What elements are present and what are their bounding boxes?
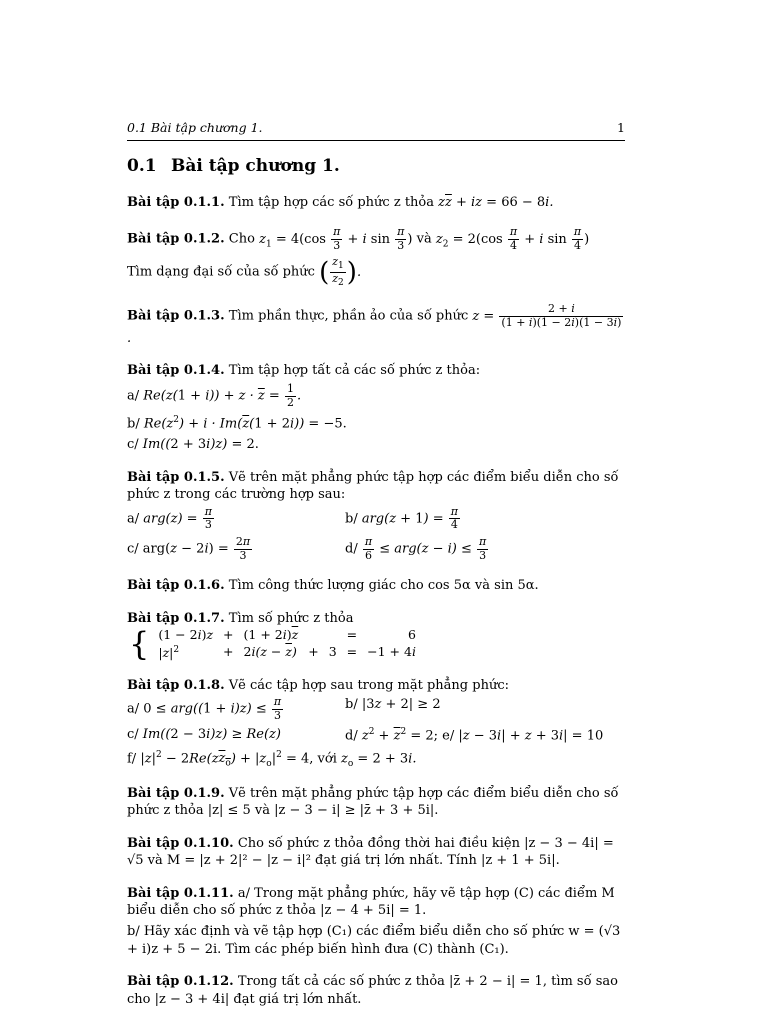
exercise-text: Vẽ trên mặt phẳng phức tập hợp các điểm biểu diễn cho số phức z trong các trường hợp sau:	[127, 469, 619, 503]
formula-b: b/ arg(z + 1) = $\frac{\pi}{4}$	[345, 504, 458, 532]
formula: $z_1 = 4(\cos$ $\frac{\pi}{3}$ + i sin $\frac{\pi}{3}$ )	[259, 224, 413, 252]
formula-a: a/ arg(z) = $\frac{\pi}{3}$	[127, 504, 212, 532]
formula-c: c/ Im((2 + 3i)z) = 2.	[127, 437, 259, 453]
exercise-text: Tìm dạng đại số của số phức	[127, 264, 315, 280]
exercise-label: Bài tập 0.1.8.	[127, 677, 225, 693]
exercise-text: a/ Trong mặt phẳng phức, hãy vẽ tập hợp (C) các điểm M biểu diễn cho số phức z thỏa |z − 4 + 5i| = 1.	[127, 885, 615, 919]
exercise-0-1-1	[127, 194, 625, 211]
exercise-label: Bài tập 0.1.7.	[127, 610, 225, 626]
formula-a: a/ $Re(z(1 + i)) + z \cdot \overline{z}$ = $\frac{1}{2}$ .	[127, 382, 302, 409]
formula-d: d/ $z^2 + \overline{z}^2 = 2$; e/ |z − 3i| + z + 3i| = 10	[345, 727, 604, 744]
exercise-label: Bài tập 0.1.9.	[127, 786, 225, 802]
section-title: Bài tập chương 1.	[171, 155, 340, 176]
formula: $z_2 = 2(\cos$ $\frac{\pi}{4}$ + i sin $\frac{\pi}{4}$ )	[435, 224, 590, 252]
exercise-0-1-6	[127, 577, 625, 594]
exercise-0-1-4	[127, 362, 625, 454]
formula: ( $\frac{z_1}{z_2}$ ).	[319, 255, 362, 288]
exercise-label: Bài tập 0.1.6.	[127, 578, 225, 594]
exercise-0-1-5	[127, 469, 625, 562]
formula-b: b/ $Re(z^2) + i \cdot Im(\overline{z}(1 + 2i)) = -5$.	[127, 414, 347, 431]
formula-c: c/ arg(z − 2i) = $\frac{2\pi}{3}$	[127, 534, 251, 562]
exercise-text: Vẽ trên mặt phẳng phức tập hợp các điểm biểu diễn cho số phức z thỏa |z| ≤ 5 và |z − 3 − i| ≥ |z̄ + 3 + 5i|.	[127, 786, 619, 819]
exercise-text: Tìm tập hợp các số phức z thỏa	[228, 194, 434, 210]
formula: z = $\frac{2 + i}{(1 + i)(1 - 2i)(1 - 3i)}$ .	[127, 302, 622, 346]
exercise-text: Tìm phần thực, phần ảo của số phức	[228, 308, 469, 324]
exercise-label: Bài tập 0.1.2.	[127, 231, 225, 247]
exercise-text: b/ Hãy xác định và vẽ tập hợp (C₁) các điểm biểu diễn cho số phức w = (√3 + i)z + 5 − 2i. Tìm các phép biến hình đưa (C) thành (C₁).	[127, 924, 621, 957]
exercise-0-1-12	[127, 973, 625, 1008]
formula-c: c/ Im((2 − 3i)z) ≥ Re(z)	[127, 727, 281, 743]
exercise-label: Bài tập 0.1.11.	[127, 885, 234, 901]
exercise-text: và	[416, 231, 432, 247]
section-number: 0.1	[127, 155, 157, 176]
exercise-label: Bài tập 0.1.3.	[127, 308, 225, 324]
formula: $z\overline{z}$ + iz = 66 − 8i.	[438, 194, 554, 210]
exercise-label: Bài tập 0.1.12.	[127, 974, 234, 990]
formula-grid	[127, 506, 625, 563]
exercise-0-1-11	[127, 885, 625, 959]
formula-grid	[127, 696, 625, 745]
exercise-label: Bài tập 0.1.10.	[127, 835, 234, 851]
exercise-text: Vẽ các tập hợp sau trong mặt phẳng phức:	[228, 677, 509, 693]
exercise-label: Bài tập 0.1.5.	[127, 469, 225, 485]
running-header-title: 0.1 Bài tập chương 1.	[127, 120, 263, 135]
exercise-text: Cho số phức z thỏa đồng thời hai điều kiện |z − 3 − 4i| = √5 và M = |z + 2|² − |z − i|² đạt giá trị lớn nhất. Tính |z + 1 + 5i|.	[127, 835, 614, 869]
exercise-label: Bài tập 0.1.1.	[127, 194, 225, 210]
equation-system: { (1 − 2i)z + $(1 + 2i)\overline{z}$ = 6 $|z|^2$ + $2i(z - \overline{z})$ + 3 = −1 + 4i	[129, 625, 416, 664]
exercise-text: Trong tất cả các số phức z thỏa |z̄ + 2 − i| = 1, tìm số sao cho |z − 3 + 4i| đạt giá trị lớn nhất.	[127, 974, 618, 1007]
page-number: 1	[617, 120, 625, 135]
exercise-0-1-9	[127, 785, 625, 820]
formula-f: f/ $|z|^2 - 2Re(zz_o) + |z_o|^2 = 4$, với $z_o = 2 + 3i$.	[127, 750, 417, 769]
formula-b: b/ |3z + 2| ≥ 2	[345, 697, 441, 713]
running-header	[127, 120, 625, 141]
exercise-0-1-8	[127, 677, 625, 770]
exercise-label: Bài tập 0.1.4.	[127, 362, 225, 378]
exercise-text: Tìm tập hợp tất cả các số phức z thỏa:	[228, 362, 481, 378]
exercise-text: Tìm số phức z thỏa	[228, 610, 354, 626]
exercise-0-1-3	[127, 303, 625, 347]
exercise-0-1-7	[127, 610, 625, 662]
page-body	[127, 120, 625, 1023]
exercise-text: Tìm công thức lượng giác cho cos 5α và sin 5α.	[228, 578, 539, 594]
exercise-0-1-2	[127, 226, 625, 288]
exercise-text: Cho	[228, 231, 255, 247]
exercise-0-1-10	[127, 835, 625, 870]
section-heading	[127, 155, 625, 178]
formula-a: a/ 0 ≤ arg((1 + i)z) ≤ $\frac{\pi}{3}$	[127, 695, 282, 722]
formula-d: d/ $\frac{\pi}{6}$ ≤ arg(z − i) ≤ $\frac{\pi}{3}$	[345, 534, 487, 562]
